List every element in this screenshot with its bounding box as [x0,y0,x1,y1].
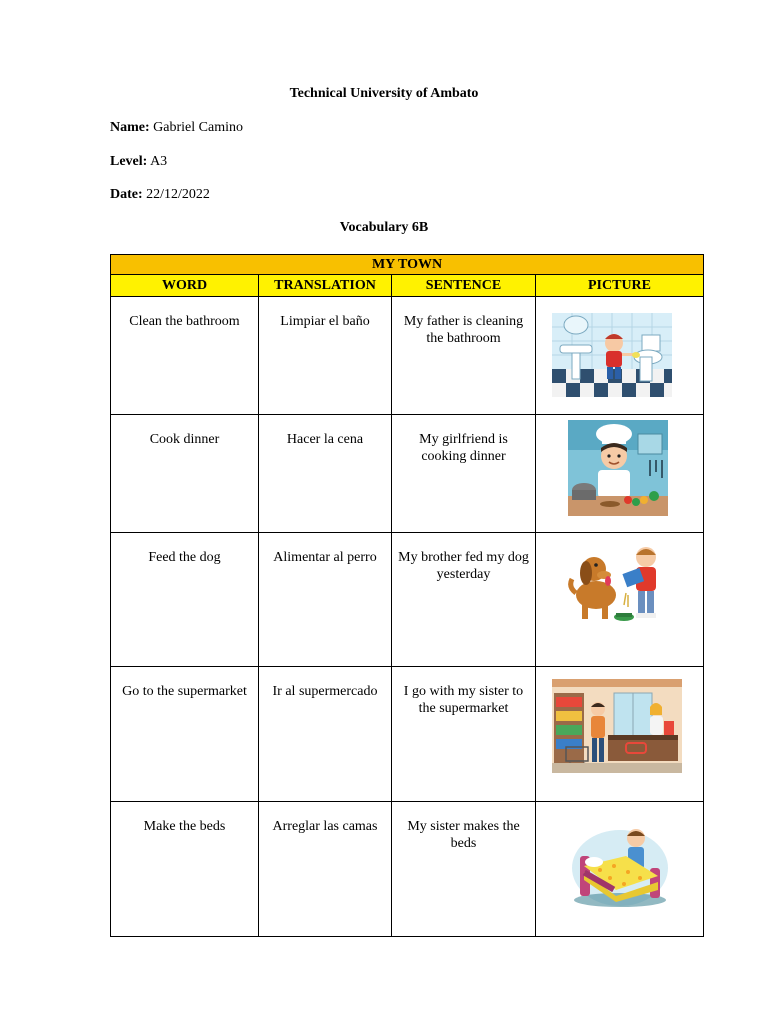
sentence-cell: My sister makes the beds [392,802,536,937]
translation-cell: Arreglar las camas [259,802,392,937]
picture-cell [536,667,704,802]
vocabulary-table [110,254,704,937]
column-header-translation: TRANSLATION [259,275,392,297]
cleaning-bathroom-illustration [552,313,688,397]
level-field [110,154,167,170]
table-banner-row [111,255,704,275]
table-header-row [111,275,704,297]
translation-cell: Limpiar el baño [259,297,392,415]
sentence-cell: I go with my sister to the supermarket [392,667,536,802]
feeding-dog-illustration [568,543,704,625]
word-cell: Clean the bathroom [111,297,259,415]
cooking-chef-illustration [568,420,704,516]
table-row [111,415,704,533]
level-label: Level: [110,154,148,169]
word-cell: Feed the dog [111,533,259,667]
sentence-cell: My brother fed my dog yesterday [392,533,536,667]
name-field [110,120,243,136]
table-banner: MY TOWN [111,255,704,275]
table-row [111,297,704,415]
picture-cell [536,802,704,937]
word-cell: Cook dinner [111,415,259,533]
column-header-picture: PICTURE [536,275,704,297]
column-header-sentence: SENTENCE [392,275,536,297]
column-header-word: WORD [111,275,259,297]
date-field [110,187,210,203]
vocabulary-subtitle: Vocabulary 6B [339,220,429,235]
date-value: 22/12/2022 [146,187,210,202]
level-value: A3 [150,154,168,169]
translation-cell: Ir al supermercado [259,667,392,802]
name-label: Name: [110,120,150,135]
table-row [111,533,704,667]
sentence-cell: My girlfriend is cooking dinner [392,415,536,533]
picture-cell [536,533,704,667]
word-cell: Go to the supermarket [111,667,259,802]
date-label: Date: [110,187,143,202]
name-value: Gabriel Camino [153,120,243,135]
sentence-cell: My father is cleaning the bathroom [392,297,536,415]
translation-cell: Alimentar al perro [259,533,392,667]
word-cell: Make the beds [111,802,259,937]
picture-cell [536,415,704,533]
translation-cell: Hacer la cena [259,415,392,533]
document-title: Technical University of Ambato [289,86,479,101]
table-row [111,802,704,937]
picture-cell [536,297,704,415]
supermarket-illustration [552,679,688,773]
table-row [111,667,704,802]
making-bed-illustration [570,820,706,908]
